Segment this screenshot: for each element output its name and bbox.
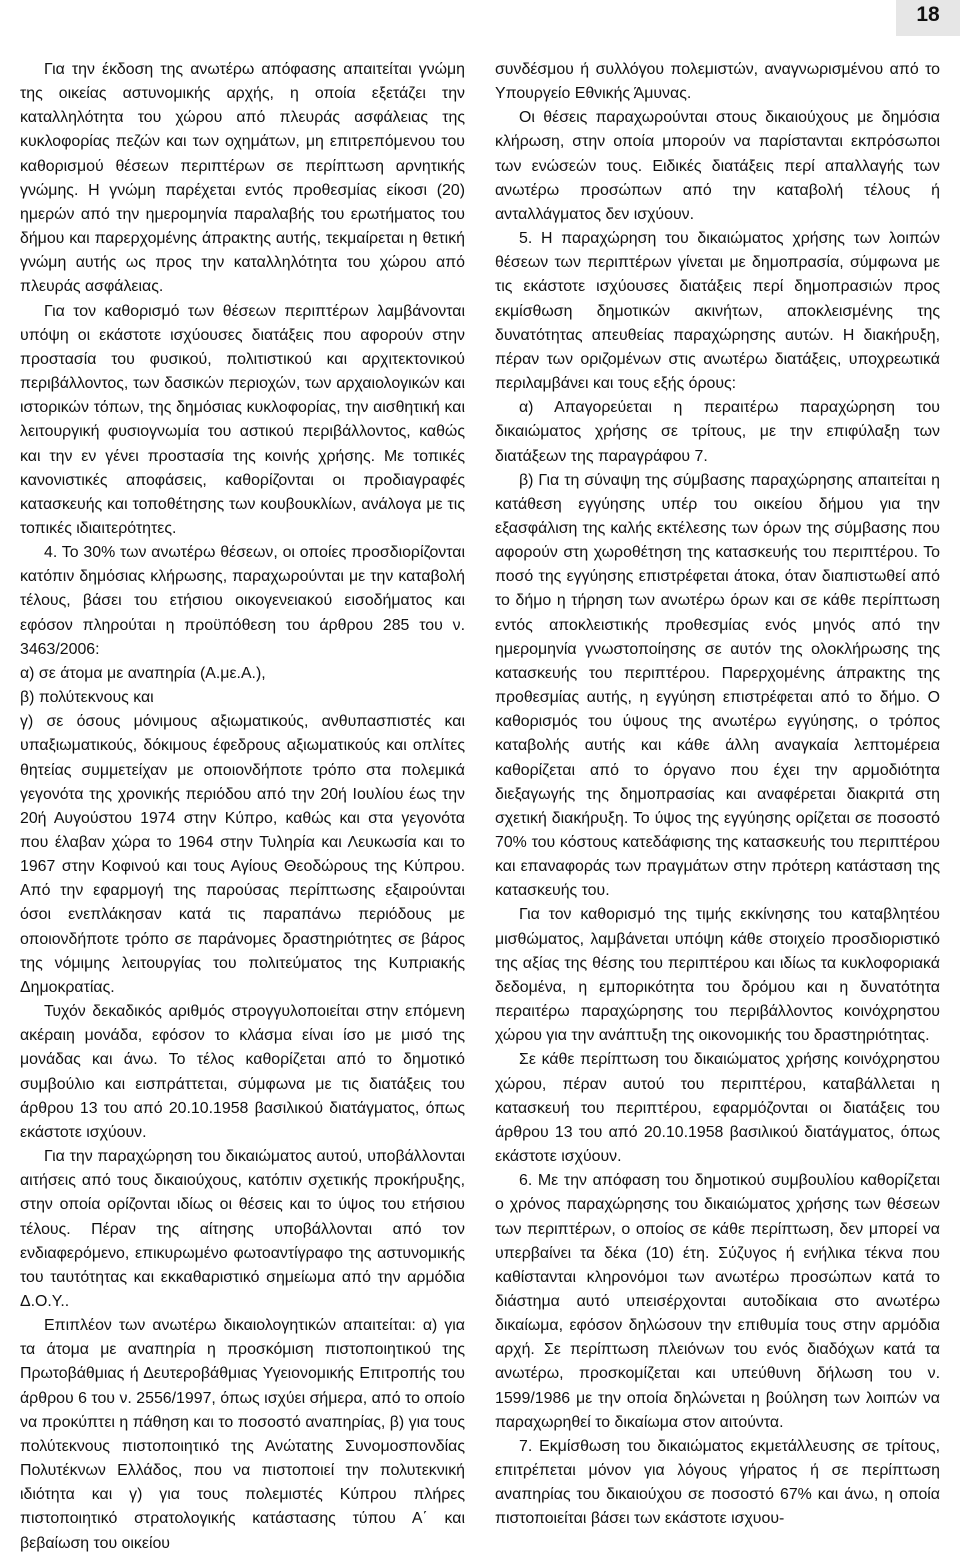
paragraph: β) Για τη σύναψη της σύμβασης παραχώρησης απαιτείται η κατάθεση εγγύησης υπέρ του οικείου δήμου για την εξασφάλιση της καλής εκτέλεσης των όρων της σύμβασης που αφορούν στη χωροθέτηση της κατασκευής του περιπτέρου. Το ποσό της εγγύησης επιστρέφεται άτοκα, όταν διαπιστωθεί από το δήμο η τήρηση των ανωτέρω όρων και σε κάθε περίπτωση εντός αποκλειστικής προθεσμίας ενός μηνός από την ημερομηνία γνωστοποίησης σε αυτόν της ολοκλήρωσης της κατασκευής του περιπτέρου. Παρερχομένης άπρακτης της προθεσμίας αυτής, η εγγύηση επιστρέφεται από το δήμο. Ο καθορισμός του ύψους της ανωτέρω εγγύησης, ο τρόπος καταβολής αυτής και κάθε άλλη αναγκαία λεπτομέρεια καθορίζεται από το όργανο που έχει την αρμοδιότητα διεξαγωγής της δημοπρασίας και αναφέρεται διακριτά στη σχετική διακήρυξη. Το ύψος της εγγύησης ορίζεται σε ποσοστό 70% του κόστους κατεδάφισης της κατασκευής του περιπτέρου και επαναφοράς των πραγμάτων στην πρότερη κατάσταση της κατασκευής του. (495, 471, 940, 900)
paragraph: Για την παραχώρηση του δικαιώματος αυτού, υποβάλλονται αιτήσεις από τους δικαιούχους, κατόπιν σχετικής προκήρυξης, στην οποία ορίζονται ιδίως οι θέσεις και το ύψος του ετήσιου τέλους. Πέραν της αίτησης υποβάλλονται από τον ενδιαφερόμενο, επικυρωμένο φωτοαντίγραφο της αστυνομικής του ταυτότητας και εκκαθαριστικό σημείωμα από την αρμόδια Δ.Ο.Υ.. (20, 1148, 465, 1310)
right-column (495, 58, 940, 1532)
list-item: γ) σε όσους μόνιμους αξιωματικούς, ανθυπασπιστές και υπαξιωματικούς, δόκιμους έφεδρους αξιωματικούς και οπλίτες θητείας συμμετείχαν με οποιονδήποτε τρόπο στα πολεμικά γεγονότα της χρονικής περιόδου από την 20ή Ιουλίου έως την 20ή Αυγούστου 1974 στην Κύπρο, καθώς και στα γεγονότα που έλαβαν χώρα το 1964 στην Τυληρία και Λευκωσία και το 1967 στην Κοφινού και τους Αγίους Θεοδώρους της Κύπρου. Από την εφαρμογή της παρούσας περίπτωσης εξαιρούνται όσοι ενεπλάκησαν κατά τις παραπάνω περιόδους με οποιονδήποτε τρόπο σε παράνομες δραστηριότητες σε βάρος της νόμιμης λειτουργίας του πολιτεύματος της Κυπριακής Δημοκρατίας. (20, 713, 465, 996)
paragraph: Για την έκδοση της ανωτέρω απόφασης απαιτείται γνώμη της οικείας αστυνομικής αρχής, η οποία εξετάζει την καταλληλότητα του χώρου από πλευράς ασφάλειας της κυκλοφορίας πεζών και των οχημάτων, μη επιτρεπόμενου του καθορισμού θέσεων περιπτέρων σε περίπτωση αρνητικής γνώμης. Η γνώμη παρέχεται εντός προθεσμίας είκοσι (20) ημερών από την ημερομηνία παραλαβής του ερωτήματος του δήμου και παρερχομένης άπρακτης αυτής, τεκμαίρεται η θετική γνώμη αυτής ως προς την καταλληλότητα του χώρου από πλευράς ασφάλειας. (20, 61, 465, 296)
left-column (20, 58, 465, 1556)
paragraph: Σε κάθε περίπτωση του δικαιώματος χρήσης κοινόχρηστου χώρου, πέραν αυτού του περιπτέρου, καταβάλλεται η κατασκευή του περιπτέρου, εφαρμόζονται οι διατάξεις του άρθρου 13 του από 20.10.1958 βασιλικού διατάγματος, όπως εκάστοτε ισχύουν. (495, 1051, 940, 1166)
list-item: β) πολύτεκνους και (20, 689, 154, 707)
paragraph: 6. Με την απόφαση του δημοτικού συμβουλίου καθορίζεται ο χρόνος παραχώρησης του δικαιώματος χρήσης των θέσεων των περιπτέρων, ο οποίος σε κάθε περίπτωση, δεν μπορεί να υπερβαίνει τα δέκα (10) έτη. Σύζυγος ή ενήλικα τέκνα που καθίστανται κληρονόμοι των ανωτέρω προσώπων κατά το διάστημα αυτό υπεισέρχονται αυτοδίκαια στο ανωτέρω δικαίωμα, εφόσον δηλώσουν την επιθυμία τους στην αρμόδια αρχή. Σε περίπτωση πλειόνων του ενός διαδόχων κατά τα ανωτέρω, προσκομίζεται και υπεύθυνη δήλωση του ν. 1599/1986 με την οποία δηλώνεται η βούληση των λοιπών να παραχωρηθεί το δικαίωμα στον αιτούντα. (495, 1172, 940, 1431)
page-number: 18 (896, 0, 960, 36)
paragraph: 7. Εκμίσθωση του δικαιώματος εκμετάλλευσης σε τρίτους, επιτρέπεται μόνον για λόγους γήρατος ή σε περίπτωση αναπηρίας του δικαιούχου σε ποσοστό 67% και άνω, η οποία πιστοποιείται βάσει των εκάστοτε ισχυου- (495, 1437, 940, 1528)
paragraph: Επιπλέον των ανωτέρω δικαιολογητικών απαιτείται: α) για τα άτομα με αναπηρία η προσκόμιση πιστοποιητικού της Πρωτοβάθμιας ή Δευτεροβάθμιας Υγειονομικής Επιτροπής του άρθρου 6 του ν. 2556/1997, όπως ισχύει σήμερα, από το οποίο να προκύπτει η πάθηση και το ποσοστό αναπηρίας, β) για τους πολύτεκνους πιστοποιητικό της Ανώτατης Συνομοσπονδίας Πολυτέκνων Ελλάδος, που να πιστοποιεί την πολυτεκνική ιδιότητα και γ) για τους πολεμιστές Κύπρου πλήρες πιστοποιητικό στρατολογικής κατάστασης τύπου Α΄ και βεβαίωση του οικείου (20, 1317, 465, 1552)
paragraph: α) Απαγορεύεται η περαιτέρω παραχώρηση του δικαιώματος χρήσης σε τρίτους, με την επιφύλαξη των διατάξεων της παραγράφου 7. (495, 399, 940, 465)
paragraph: 5. Η παραχώρηση του δικαιώματος χρήσης των λοιπών θέσεων των περιπτέρων γίνεται με δημοπρασία, σύμφωνα με τις εκάστοτε ισχύουσες διατάξεις περί δημοπρασιών προς εκμίσθωση δημοτικών ακινήτων, αποκλεισμένης της δυνατότητας απευθείας παραχώρησης αυτών. Η διακήρυξη, πέραν των οριζομένων στις ανωτέρω διατάξεις, υποχρεωτικά περιλαμβάνει και τους εξής όρους: (495, 230, 940, 393)
list-item: α) σε άτομα με αναπηρία (Α.με.Α.), (20, 664, 266, 682)
paragraph: Για τον καθορισμό των θέσεων περιπτέρων λαμβάνονται υπόψη οι εκάστοτε ισχύουσες διατάξεις που αφορούν στην προστασία του φυσικού, πολιτιστικού και αρχιτεκτονικού περιβάλλοντος, των δασικών περιοχών, των αρχαιολογικών και ιστορικών τόπων, της δημόσιας κυκλοφορίας, την αισθητική και λειτουργική φυσιογνωμία του αστικού περιβάλλοντος, καθώς και την εν γένει προστασία της κοινής χρήσης. Με τοπικές κανονιστικές αποφάσεις, καθορίζονται οι προδιαγραφές κατασκευής και τοποθέτησης των κουβουκλίων, ανάλογα με τις τοπικές ιδιαιτερότητες. (20, 302, 465, 537)
paragraph: Τυχόν δεκαδικός αριθμός στρογγυλοποιείται στην επόμενη ακέραιη μονάδα, εφόσον το κλάσμα είναι ίσο με μισό της μονάδας και άνω. Το τέλος καθορίζεται από το δημοτικό συμβούλιο και εισπράττεται, σύμφωνα με τις διατάξεις του άρθρου 13 του από 20.10.1958 βασιλικού διατάγματος, όπως εκάστοτε ισχύουν. (20, 1003, 465, 1141)
paragraph: Για τον καθορισμό της τιμής εκκίνησης του καταβλητέου μισθώματος, λαμβάνεται υπόψη κάθε στοιχείο προσδιοριστικό της αξίας της θέσης του περιπτέρου και ιδίως τα κυκλοφοριακά δεδομένα, η εμπορικότητα του δρόμου και η δυνατότητα περαιτέρω παραχώρησης του περιβάλλοντος κοινόχρηστου χώρου για την ανάπτυξη της οικονομικής του δραστηριότητας. (495, 906, 940, 1045)
paragraph: συνδέσμου ή συλλόγου πολεμιστών, αναγνωρισμένου από το Υπουργείο Εθνικής Άμυνας. (495, 61, 940, 103)
paragraph: 4. Το 30% των ανωτέρω θέσεων, οι οποίες προσδιορίζονται κατόπιν δημόσιας κλήρωσης, παραχωρούνται με την καταβολή τέλους, βάσει του ετήσιου οικογενειακού εισοδήματος και εφόσον πληρούται η προϋπόθεση του άρθρου 285 του ν. 3463/2006: (20, 544, 465, 658)
paragraph: Οι θέσεις παραχωρούνται στους δικαιούχους με δημόσια κλήρωση, στην οποία μπορούν να παρίστανται εκπρόσωποι των ενώσεών τους. Ειδικές διατάξεις περί απαλλαγής των ανωτέρω προσώπων από την καταβολή τέλους ή ανταλλάγματος δεν ισχύουν. (495, 109, 940, 223)
